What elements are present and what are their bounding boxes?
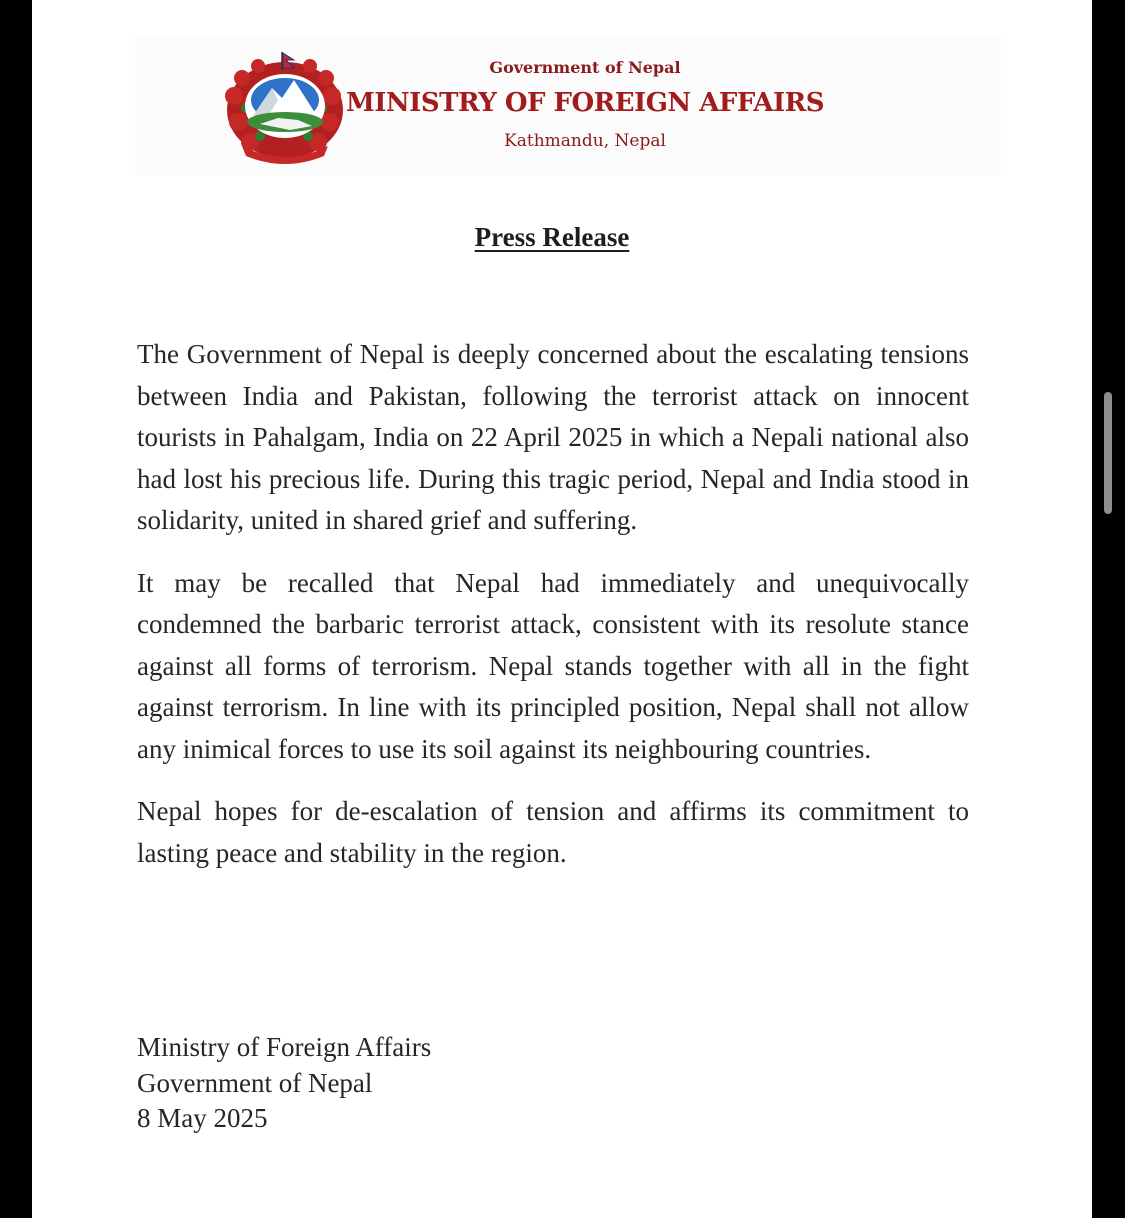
press-release-page	[32, 0, 1092, 1218]
signoff-date: 8 May 2025	[137, 1103, 268, 1133]
press-release-title-text: Press Release	[474, 222, 630, 252]
body-paragraph-2: It may be recalled that Nepal had immediately and unequivocally condemned the barbaric terrorist attack, consistent with its resolute stance against all forms of terrorism. Nepal stands together with all in the fight against terrorism. In line with its principled position, Nepal shall not allow any inimical forces to use its soil against its neighbouring countries.	[137, 567, 969, 764]
signoff-ministry: Ministry of Foreign Affairs	[137, 1032, 432, 1062]
press-release-title	[32, 222, 1072, 253]
body-paragraph-1: The Government of Nepal is deeply concerned about the escalating tensions between India and Pakistan, following the terrorist attack on innocent tourists in Pahalgam, India on 22 April 2025 in which a Nepali national also had lost his precious life. During this tragic period, Nepal and India stood in solidarity, united in shared grief and suffering.	[137, 339, 969, 535]
signoff-block	[137, 1030, 737, 1137]
press-release-body	[137, 334, 969, 895]
letterhead-government: Government of Nepal	[489, 58, 681, 77]
letterhead	[135, 36, 1001, 176]
signoff-government: Government of Nepal	[137, 1067, 373, 1098]
letterhead-city: Kathmandu, Nepal	[504, 131, 666, 151]
vertical-scrollbar-thumb[interactable]	[1104, 392, 1112, 514]
body-paragraph-3: Nepal hopes for de-escalation of tension and affirms its commitment to lasting peace and stability in the region.	[137, 796, 969, 868]
letterhead-ministry: MINISTRY OF FOREIGN AFFAIRS	[345, 88, 825, 118]
